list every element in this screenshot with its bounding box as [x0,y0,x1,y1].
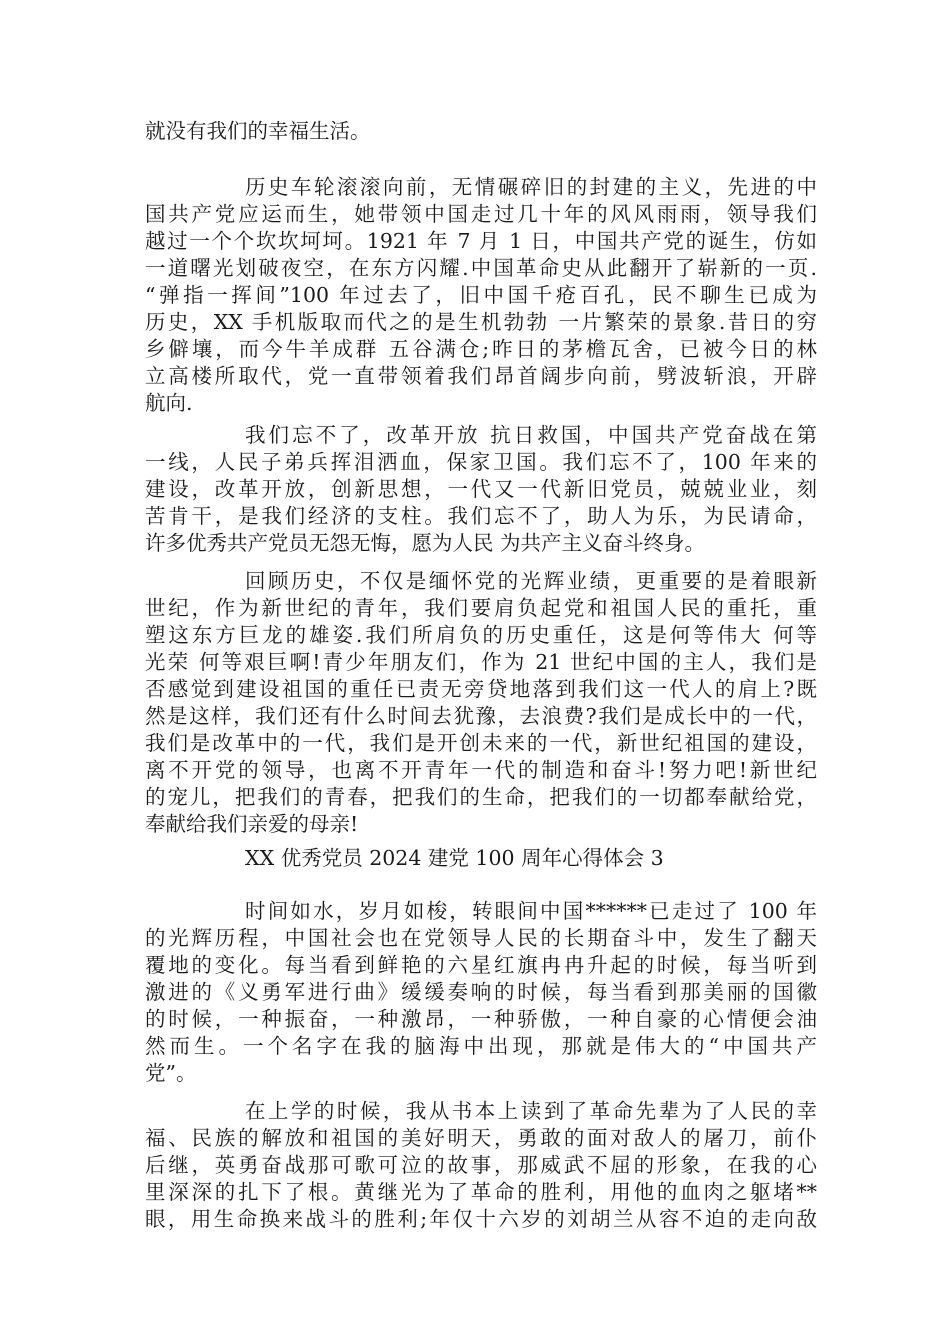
text-line: 后继，英勇奋战那可歌可泣的故事，那威武不屈的形象，在我的心 [145,1153,817,1177]
text-line: 在上学的时候，我从书本上读到了革命先辈为了人民的幸 [245,1099,817,1123]
text-line: 国共产党应运而生，她带领中国走过几十年的风风雨雨，领导我们 [145,202,817,226]
text-line: 苦肯干，是我们经济的支柱。我们忘不了，助人为乐，为民请命， [145,504,817,528]
text-line: 历史，XX 手机版取而代之的是生机勃勃 一片繁荣的景象.昔日的穷 [145,310,817,334]
text-line: 覆地的变化。每当看到鲜艳的六星红旗冉冉升起的时候，每当听到 [145,953,817,977]
text-line: 党”。 [145,1061,197,1085]
text-line: 眼，用生命换来战斗的胜利;年仅十六岁的刘胡兰从容不迫的走向敌 [145,1207,817,1231]
text-line: 离不开党的领导，也离不开青年一代的制造和奋斗!努力吧!新世纪 [145,758,817,782]
text-line: 就没有我们的幸福生活。 [145,119,371,143]
paragraph-3 [145,568,817,838]
text-line: 航向. [145,391,193,415]
text-line: 立高楼所取代，党一直带领着我们昂首阔步向前，劈波斩浪，开辟 [145,364,817,388]
text-line: 一线，人民子弟兵挥泪洒血，保家卫国。我们忘不了，100 年来的 [145,450,817,474]
text-line: 我们是改革中的一代，我们是开创未来的一代，新世纪祖国的建设， [145,731,817,755]
paragraph-1 [145,174,817,417]
text-line: 时间如水，岁月如梭，转眼间中国******已走过了 100 年 [245,899,817,923]
text-line: 然而生。一个名字在我的脑海中出现，那就是伟大的“中国共产 [145,1034,817,1058]
text-line: 奉献给我们亲爱的母亲! [145,812,359,836]
text-line: 我们忘不了，改革开放 抗日救国，中国共产党奋战在第 [245,423,817,447]
text-line: 建设，改革开放，创新思想，一代又一代新旧党员，兢兢业业，刻 [145,477,817,501]
text-line: 越过一个个坎坎坷坷。1921 年 7 月 1 日，中国共产党的诞生，仿如 [145,229,817,253]
text-line: 一道曙光划破夜空，在东方闪耀.中国革命史从此翻开了崭新的一页. [145,256,817,280]
paragraph-0 [145,118,817,145]
text-line: 激进的《义勇军进行曲》缓缓奏响的时候，每当看到那美丽的国徽 [145,980,817,1004]
paragraph-5 [145,1098,817,1233]
text-line: 乡僻壤，而今牛羊成群 五谷满仓;昨日的茅檐瓦舍，已被今日的林 [145,337,817,361]
text-line: “弹指一挥间”100 年过去了，旧中国千疮百孔，民不聊生已成为 [145,283,817,307]
text-line: 许多优秀共产党员无怨无悔，愿为人民 为共产主义奋斗终身。 [145,531,706,555]
text-line: 里深深的扎下了根。黄继光为了革命的胜利，用他的血肉之躯堵** [145,1180,817,1204]
paragraph-2 [145,422,817,557]
text-line: 光荣 何等艰巨啊!青少年朋友们，作为 21 世纪中国的主人，我们是 [145,650,817,674]
text-line: 塑这东方巨龙的雄姿.我们所肩负的历史重任，这是何等伟大 何等 [145,623,817,647]
text-line: 的宠儿，把我们的青春，把我们的生命，把我们的一切都奉献给党， [145,785,817,809]
text-line: 的光辉历程，中国社会也在党领导人民的长期奋斗中，发生了翻天 [145,926,817,950]
text-line: 否感觉到建设祖国的重任已责无旁贷地落到我们这一代人的肩上?既 [145,677,817,701]
text-line: 历史车轮滚滚向前，无情碾碎旧的封建的主义，先进的中 [245,175,817,199]
text-line: 回顾历史，不仅是缅怀党的光辉业绩，更重要的是着眼新 [245,569,817,593]
paragraph-4 [145,898,817,1087]
text-line: 然是这样，我们还有什么时间去犹豫，去浪费?我们是成长中的一代， [145,704,817,728]
section-heading: XX 优秀党员 2024 建党 100 周年心得体会 3 [245,846,664,870]
text-line: 的时候，一种振奋，一种激昂，一种骄傲，一种自豪的心情便会油 [145,1007,817,1031]
text-line: 世纪，作为新世纪的青年，我们要肩负起党和祖国人民的重托，重 [145,596,817,620]
text-line: 福、民族的解放和祖国的美好明天，勇敢的面对敌人的屠刀，前仆 [145,1126,817,1150]
